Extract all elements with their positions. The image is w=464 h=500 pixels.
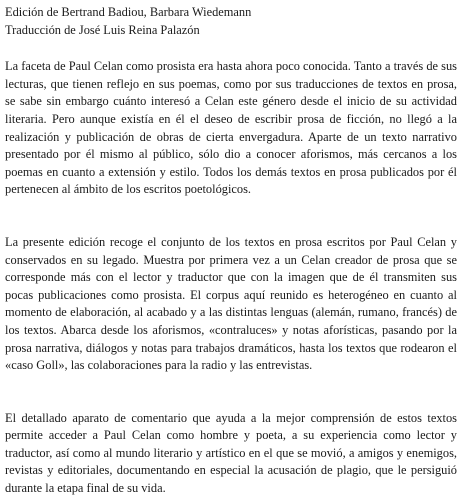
credits-block bbox=[5, 4, 457, 39]
description-paragraph-3: El detallado aparato de comentario que ayuda a la mejor comprensión de estos textos permite acceder a Paul Celan como hombre y poeta, a su experiencia como lector y traductor, así como al mundo literario y artístico en el que se movió, a amigos y enemigos, revistas y editoriales, documentando en especial la acusación de plagio, que le persiguió durante la etapa final de su vida. bbox=[5, 410, 457, 496]
description-paragraph-1: La faceta de Paul Celan como prosista era hasta ahora poco conocida. Tanto a través de sus lecturas, que tienen reflejo en sus poemas, como por sus traducciones de textos en prosa, se sabe sin embargo cuánto interesó a Celan este género desde el inicio de su actividad literaria. Pero aunque existía en él el deseo de escribir prosa de ficción, no llegó a la realización y publicación de obras de cierta envergadura. Aparte de un texto narrativo presentado por él mismo al público, sólo dio a conocer aforismos, más cercanos a los poemas en cuanto a extensión y estilo. Todos los demás textos en prosa publicados por él pertenecen al ámbito de los escritos poetológicos. bbox=[5, 59, 457, 197]
editors-credit: Edición de Bertrand Badiou, Barbara Wiedemann bbox=[5, 5, 252, 19]
description-paragraph-2: La presente edición recoge el conjunto de los textos en prosa escritos por Paul Celan y conservados en su legado. Muestra por primera vez a un Celan creador de prosa que se corresponde más con el lector y traductor que con la imagen que de él transmiten sus pocas publicaciones como prosista. El corpus aquí reunido es heterogéneo en cuanto al momento de elaboración, al acabado y a las distintas lenguas (alemán, rumano, francés) de los textos. Abarca desde los aforismos, «contraluces» y notas aforísticas, pasando por la prosa narrativa, diálogos y notas para trabajos dramáticos, hasta los textos que rodearon el «caso Goll», las colaboraciones para la radio y las entrevistas. bbox=[5, 234, 457, 373]
translator-credit: Traducción de José Luis Reina Palazón bbox=[5, 22, 200, 37]
